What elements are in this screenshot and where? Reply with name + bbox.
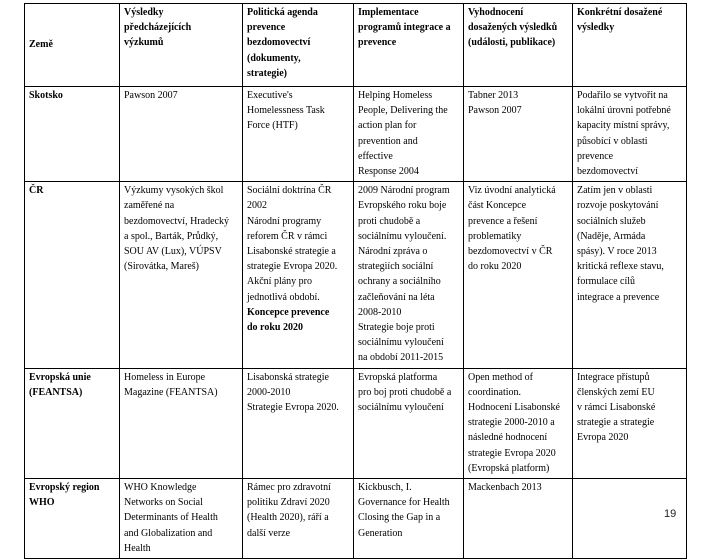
text-line: Akční plány pro <box>247 276 312 288</box>
table-row <box>25 368 687 478</box>
text-line: Evropský region <box>29 482 100 494</box>
text-line: v rámci Lisabonské <box>577 402 656 414</box>
cell-research <box>120 87 243 182</box>
text-line: Magazine (FEANTSA) <box>124 386 218 398</box>
text-line: Pawson 2007 <box>468 105 522 117</box>
text-line: Integrace přístupů <box>577 371 650 383</box>
text-line: část Koncepce <box>468 200 527 212</box>
text-line: strategie Evropa 2020 <box>468 447 556 459</box>
text-line: coordination. <box>468 386 522 398</box>
text-line: kapacity místní správy, <box>577 120 670 132</box>
text-line: další verze <box>247 527 291 539</box>
cell-results <box>573 87 687 182</box>
cell-research <box>120 479 243 559</box>
text-line: prevence <box>577 150 614 162</box>
text-line: ČR <box>29 185 44 197</box>
text-line: Evropská unie <box>29 371 91 383</box>
text-line: Tabner 2013 <box>468 90 519 101</box>
text-line: (události, publikace) <box>468 37 556 49</box>
text-line: působící v oblasti <box>577 135 648 147</box>
text-line: prevence a řešení <box>468 215 538 227</box>
text-line: Konkrétní dosažené <box>577 7 663 18</box>
text-line: do roku 2020 <box>247 322 303 334</box>
text-line: strategiích sociální <box>358 261 434 273</box>
table-row <box>25 87 687 182</box>
text-line: integrace a prevence <box>577 291 660 303</box>
text-line: výsledky <box>577 22 615 34</box>
header-country-label: Země <box>29 38 53 50</box>
header-row <box>25 4 687 87</box>
text-line: bezdomovectví, Hradecký <box>124 215 229 227</box>
text-line: Lisabonské strategie a <box>247 246 336 258</box>
text-line: Strategie Evropa 2020. <box>247 402 339 414</box>
comparison-table <box>24 3 687 559</box>
text-line: Podařilo se vytvořit na <box>577 90 668 101</box>
header-evaluation <box>464 4 573 87</box>
text-line: jednotlivá období. <box>247 291 320 303</box>
text-line: 2009 Národní program <box>358 185 450 197</box>
text-line: Sociální doktrína ČR <box>247 185 332 197</box>
text-line: Vyhodnocení <box>468 7 524 18</box>
text-line: strategie) <box>247 67 287 79</box>
cell-evaluation <box>464 479 573 559</box>
text-line: Výsledky <box>124 7 164 18</box>
text-line: Determinants of Health <box>124 512 218 524</box>
text-line: Evropská platforma <box>358 371 438 383</box>
cell-implementation <box>354 87 464 182</box>
text-line: Kickbusch, I. <box>358 482 412 494</box>
text-line: Open method of <box>468 371 533 383</box>
text-line: Koncepce prevence <box>247 306 330 318</box>
text-line: Mackenbach 2013 <box>468 482 542 494</box>
text-line: na období 2011-2015 <box>358 352 444 364</box>
text-line: 2002 <box>247 200 267 212</box>
text-line: (Evropská platform) <box>468 462 550 474</box>
text-line: Pawson 2007 <box>124 90 178 101</box>
text-line: bezdomovectví <box>247 37 311 49</box>
text-line: formulace cílů <box>577 276 636 288</box>
text-line: Response 2004 <box>358 166 419 178</box>
text-line: výzkumů <box>124 37 164 49</box>
text-line: následné hodnocení <box>468 432 548 444</box>
cell-research <box>120 182 243 368</box>
text-line: Evropského roku boje <box>358 200 447 212</box>
cell-evaluation <box>464 368 573 478</box>
text-line: SOU AV (Lux), VÚPSV <box>124 246 222 258</box>
cell-implementation <box>354 182 464 368</box>
agenda-bold-text <box>247 305 349 335</box>
cell-agenda <box>243 368 354 478</box>
header-results <box>573 4 687 87</box>
header-implementation <box>354 4 464 87</box>
header-country <box>25 4 120 87</box>
text-line: lokální úrovni potřebné <box>577 105 671 117</box>
text-line: předcházejících <box>124 22 192 34</box>
text-line: bezdomovectví <box>577 166 639 178</box>
text-line: prevence <box>247 22 286 34</box>
cell-country <box>25 368 120 478</box>
text-line: Governance for Health <box>358 497 450 509</box>
text-line: Homeless in Europe <box>124 371 206 383</box>
text-line: Executive's <box>247 90 293 101</box>
text-line: Rámec pro zdravotní <box>247 482 331 494</box>
cell-research <box>120 368 243 478</box>
text-line: Skotsko <box>29 90 63 101</box>
text-line: Politická agenda <box>247 7 318 18</box>
text-line: do roku 2020 <box>468 261 522 273</box>
text-line: strategie 2000-2010 a <box>468 417 555 429</box>
text-line: Národní zpráva o <box>358 246 428 258</box>
text-line: pro boj proti chudobě a <box>358 386 452 398</box>
text-line: WHO Knowledge <box>124 482 197 494</box>
text-line: 2000-2010 <box>247 386 291 398</box>
text-line: People, Delivering the <box>358 105 448 117</box>
text-line: sociálních služeb <box>577 215 646 227</box>
text-line: Networks on Social <box>124 497 203 509</box>
text-line: a spol., Barták, Průdký, <box>124 230 219 242</box>
text-line: prevention and <box>358 135 418 147</box>
text-line: spásy). V roce 2013 <box>577 246 657 258</box>
text-line: sociálnímu vyloučení <box>358 337 444 349</box>
text-line: Strategie boje proti <box>358 322 435 334</box>
text-line: Evropa 2020 <box>577 432 629 444</box>
cell-evaluation <box>464 87 573 182</box>
text-line: začleňování na léta <box>358 291 435 303</box>
text-line: 2008-2010 <box>358 306 402 318</box>
text-line: Generation <box>358 527 403 539</box>
page-number: 19 <box>664 508 677 520</box>
text-line: sociálnímu vyloučení <box>358 402 444 414</box>
text-line: action plan for <box>358 120 417 132</box>
text-line: Force (HTF) <box>247 120 298 132</box>
cell-agenda <box>243 182 354 368</box>
text-line: rozvoje poskytování <box>577 200 659 212</box>
text-line: Národní programy <box>247 215 322 227</box>
text-line: (FEANTSA) <box>29 386 83 398</box>
text-line: programů integrace a <box>358 22 451 34</box>
cell-country <box>25 87 120 182</box>
cell-agenda <box>243 479 354 559</box>
cell-evaluation <box>464 182 573 368</box>
text-line: členských zemí EU <box>577 386 655 398</box>
table-row <box>25 479 687 559</box>
agenda-text <box>247 183 349 305</box>
table-row <box>25 182 687 368</box>
text-line: (dokumenty, <box>247 52 301 64</box>
header-research <box>120 4 243 87</box>
cell-results <box>573 368 687 478</box>
text-line: effective <box>358 150 393 162</box>
text-line: Health <box>124 542 151 554</box>
cell-country <box>25 479 120 559</box>
text-line: bezdomovectví v ČR <box>468 246 553 258</box>
cell-country <box>25 182 120 368</box>
cell-implementation <box>354 368 464 478</box>
text-line: Výzkumy vysokých škol <box>124 185 224 197</box>
text-line: dosažených výsledků <box>468 22 558 34</box>
text-line: strategie Evropa 2020. <box>247 261 338 273</box>
text-line: zaměřené na <box>124 200 175 212</box>
text-line: Zatím jen v oblasti <box>577 185 653 197</box>
cell-agenda <box>243 87 354 182</box>
text-line: (Naděje, Armáda <box>577 230 646 242</box>
text-line: Viz úvodní analytická <box>468 185 556 197</box>
text-line: Hodnocení Lisabonské <box>468 402 560 414</box>
cell-results <box>573 182 687 368</box>
text-line: politiku Zdraví 2020 <box>247 497 330 509</box>
text-line: Closing the Gap in a <box>358 512 441 524</box>
text-line: Helping Homeless <box>358 90 433 101</box>
text-line: proti chudobě a <box>358 215 421 227</box>
header-agenda <box>243 4 354 87</box>
text-line: sociálnímu vyloučení. <box>358 230 447 242</box>
cell-implementation <box>354 479 464 559</box>
text-line: (Sirovátka, Mareš) <box>124 261 199 273</box>
text-line: (Health 2020), ráří a <box>247 512 329 524</box>
text-line: prevence <box>358 37 397 49</box>
text-line: WHO <box>29 497 55 509</box>
text-line: problematiky <box>468 230 522 242</box>
text-line: Lisabonská strategie <box>247 371 329 383</box>
text-line: reforem ČR v rámci <box>247 230 328 242</box>
text-line: and Globalization and <box>124 527 213 539</box>
text-line: kritická reflexe stavu, <box>577 261 664 273</box>
text-line: strategie a strategie <box>577 417 655 429</box>
text-line: Implementace <box>358 7 419 18</box>
text-line: ochrany a sociálního <box>358 276 441 288</box>
text-line: Homelessness Task <box>247 105 325 117</box>
